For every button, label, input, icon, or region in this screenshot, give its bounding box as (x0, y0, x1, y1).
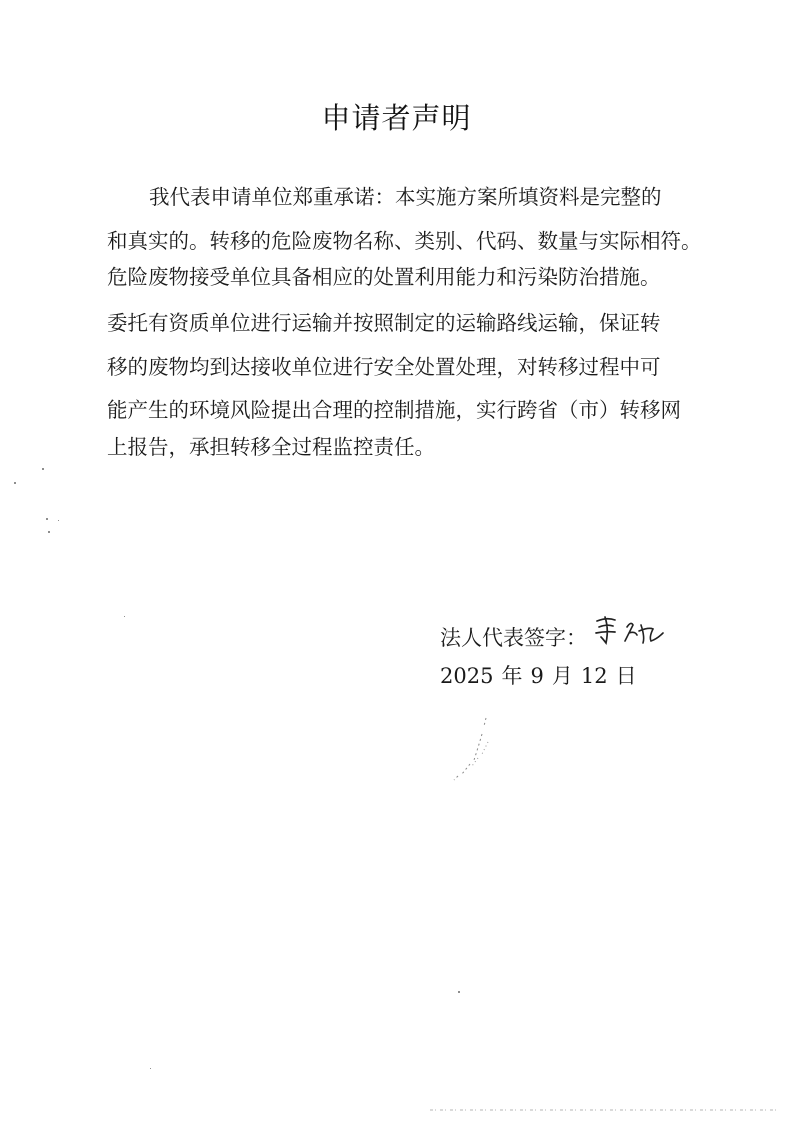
paragraph-line: 和真实的。转移的危险废物名称、类别、代码、数量与实际相符。 (107, 229, 702, 253)
scan-speck (458, 991, 460, 993)
scan-edge-noise (430, 1108, 780, 1112)
paragraph-line: 我代表申请单位郑重承诺：本实施方案所填资料是完整的 (149, 185, 662, 209)
scan-speck (58, 520, 59, 521)
date-month: 9 (530, 664, 544, 688)
handwritten-signature (593, 613, 673, 652)
paragraph-line: 能产生的环境风险提出合理的控制措施，实行跨省（市）转移网 (107, 398, 681, 422)
date-day-unit: 日 (615, 664, 637, 688)
date-month-unit: 月 (551, 664, 573, 688)
paragraph-line: 委托有资质单位进行运输并按照制定的运输路线运输，保证转 (107, 311, 661, 335)
date-year: 2025 (440, 664, 494, 688)
scan-speck (42, 468, 44, 470)
signature-label: 法人代表签字： (440, 626, 587, 650)
date-year-unit: 年 (501, 664, 523, 688)
faint-stamp-trace (448, 712, 498, 787)
scan-speck (150, 1068, 151, 1069)
date-day: 12 (580, 664, 608, 688)
paragraph-line: 上报告，承担转移全过程监控责任。 (107, 435, 435, 459)
scan-speck (14, 482, 16, 484)
date-line (440, 660, 645, 690)
scan-speck (124, 616, 125, 617)
paragraph-line: 移的废物均到达接收单位进行安全处置处理，对转移过程中可 (107, 355, 661, 379)
scan-speck (46, 518, 48, 520)
scan-speck (48, 531, 50, 533)
page-title: 申请者声明 (321, 101, 472, 135)
paragraph-line: 危险废物接受单位具备相应的处置利用能力和污染防治措施。 (107, 265, 661, 289)
signature-block (440, 618, 673, 652)
